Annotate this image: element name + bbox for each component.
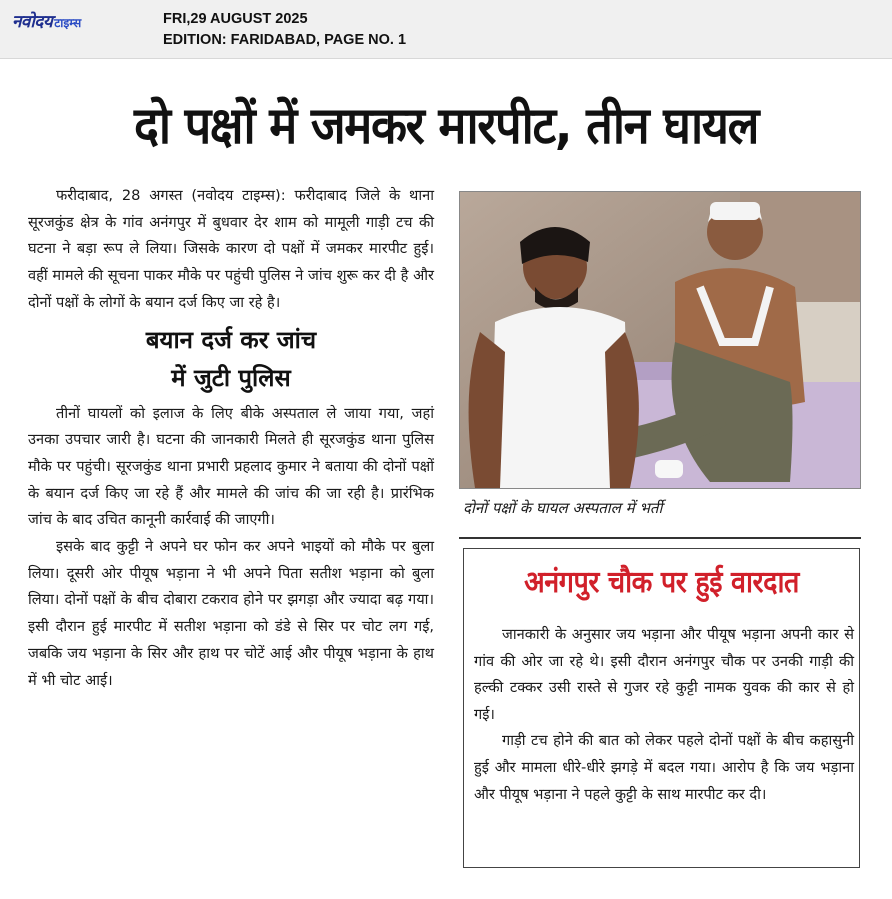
subheading-line-2: में जुटी पुलिस (171, 363, 291, 392)
hospital-photo-illustration (460, 192, 860, 488)
logo-sub-text: टाइम्स (54, 16, 82, 30)
sidebar-box (463, 548, 860, 868)
body-paragraph-3: इसके बाद कुट्टी ने अपने घर फोन कर अपने भाइयों को मौके पर बुला लिया। दूसरी ओर पीयूष भड़ाना ने भी अपने पिता सतीश भड़ाना को बुला लिया। दोनों पक्षों के बीच दोबारा टकराव होने पर झगड़ा और ज्यादा बढ़ गया। इसी दौरान हुई मारपीट में सतीश भड़ाना को डंडे से सिर पर चोट लग गई, जबकि जय भड़ाना के सिर और हाथ पर चोटें आई और पीयूष भड़ाना के हाथ में भी चोट आई। (28, 538, 434, 689)
body-paragraph-2: तीनों घायलों को इलाज के लिए बीके अस्पताल ले जाया गया, जहां उनका उपचार जारी है। घटना की जानकारी मिलते ही सूरजकुंड थाना पुलिस मौके पर पहुंची। सूरजकुंड थाना प्रभारी प्रहलाद कुमार ने बताया की दोनों पक्षों के बयान दर्ज किए जा रहे हैं और मामले की जांच की जा रही है। प्रारंभिक जांच के बाद उचित कानूनी कार्रवाई की जाएगी। (28, 404, 434, 529)
edition-info (163, 9, 406, 51)
article-headline: दो पक्षों में जमकर मारपीट, तीन घायल (133, 97, 759, 156)
sidebar-paragraph-1: जानकारी के अनुसार जय भड़ाना और पीयूष भड़ाना अपनी कार से गांव की ओर जा रहे थे। इसी दौरान अनंगपुर चौक पर उनकी गाड़ी की हल्की टक्कर उसी रास्ते से गुजर रहे कुट्टी नामक युवक की कार से हो गई। (474, 626, 854, 723)
newspaper-logo[interactable] (12, 9, 81, 32)
sidebar-box-title: अनंगपुर चौक पर हुई वारदात (524, 565, 799, 600)
article-body (28, 183, 434, 694)
photo-caption: दोनों पक्षों के घायल अस्पताल में भर्ती (463, 499, 663, 517)
article-subheading (28, 321, 434, 397)
news-photo (459, 191, 861, 489)
lead-paragraph: फरीदाबाद, 28 अगस्त (नवोदय टाइम्स): फरीदाबाद जिले के थाना सूरजकुंड क्षेत्र के गांव अनंगपुर में बुधवार देर शाम को मामूली गाड़ी टच की घटना ने बड़ा रूप ले लिया। जिसके कारण दो पक्षों में जमकर मारपीट हुई। वहीं मामले की सूचना पाकर मौके पर पहुंची पुलिस ने जांच शुरू कर दी है और दोनों पक्षों के लोगों के बयान दर्ज किए जा रहे है। (28, 187, 434, 311)
logo-main-text: नवोदय (12, 12, 53, 32)
section-divider (459, 537, 861, 539)
masthead-bar (0, 0, 892, 59)
edition-date: FRI,29 AUGUST 2025 (163, 11, 308, 27)
sidebar-paragraph-2: गाड़ी टच होने की बात को लेकर पहले दोनों पक्षों के बीच कहासुनी हुई और मामला धीरे-धीरे झगड़े में बदल गया। आरोप है कि जय भड़ाना और पीयूष भड़ाना ने पहले कुट्टी के साथ मारपीट कर दी। (474, 732, 854, 803)
edition-page: EDITION: FARIDABAD, PAGE NO. 1 (163, 32, 407, 48)
subheading-line-1: बयान दर्ज कर जांच (145, 325, 317, 354)
sidebar-box-body (474, 622, 854, 808)
